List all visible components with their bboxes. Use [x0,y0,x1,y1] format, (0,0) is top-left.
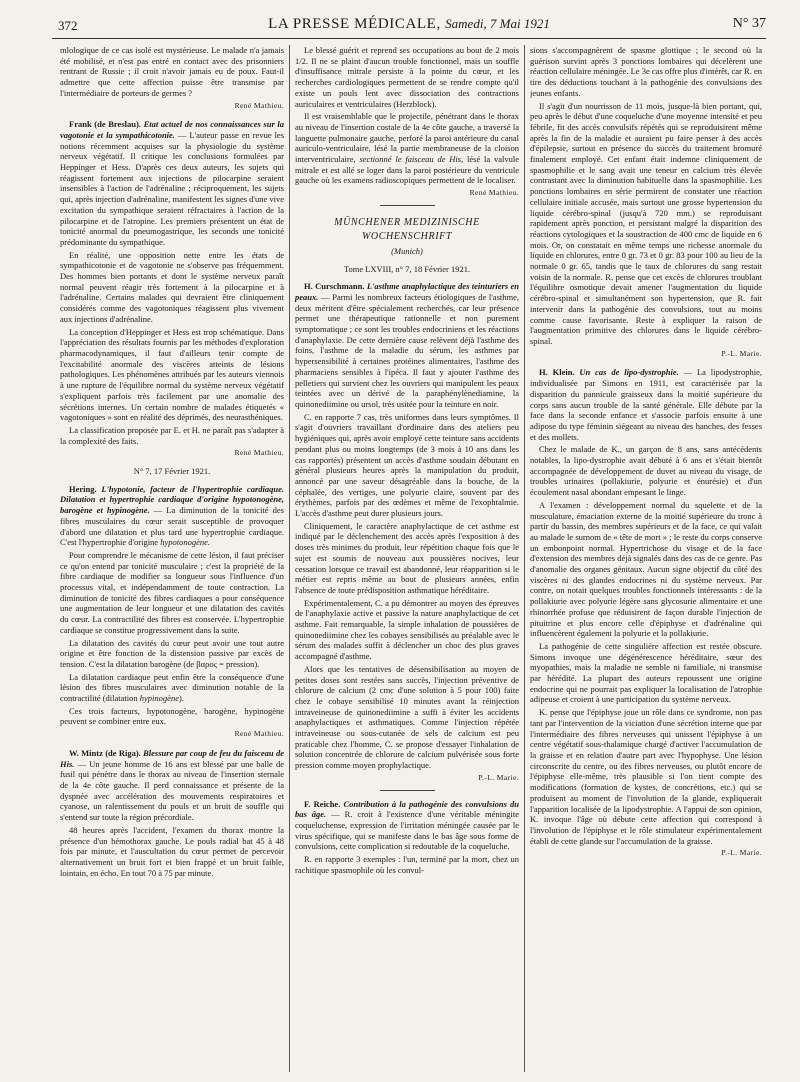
signature: P.-L. Marie. [721,848,762,858]
text: Il est vraisemblable que le projectile, pénétrant dans le thorax au niveau de l'insertion costale de la 4e côte gauche, a traversé la languette pulmonaire gauche, perforé la paroi antérieure du canal auriculo-ventriculaire, lésé la partie membraneuse de la cloison interventriculaire, [295,111,519,165]
article-mintz [60,748,284,823]
journal-section-title: MÜNCHENER MEDIZINISCHE WOCHENSCHRIFT [334,216,480,242]
paragraph: La dilatation des cavités du cœur peut avoir une tout autre origine et être fonction de la distension passive par excès de tension. C'est la dilatation barogène (de βαρος = pression). [60,637,284,669]
emphasis: hypinogène [139,693,179,704]
paragraph: La classification proposée par E. et H. ne paraît pas s'adapter à la complexité des faits. [60,424,284,446]
emphasis: sectionné le faisceau de His, [359,154,464,165]
column-rule-1 [289,45,290,1072]
paragraph: Il s'agit d'un nourrisson de 11 mois, jusque-là bien portant, qui, peu après le début d'une coqueluche d'une moyenne intensité et peu fébrile, fit des accès convulsifs répétés qui se reproduisirent même après la fin de la maladie et auraient pu faire penser à des accès d'épilepsie, surtout en présence du succès du traitement bromuré finalement employé. Cet enfant était indemne cliniquement de spasmophilie et le sang avait une teneur en calcium très élevée contrastant avec la diminution habituelle dans la spasmophilie. Les ponctions lombaires en série permirent de constater une réaction cellulaire initiale accusée, mais surtout une grosse hypertension du liquide cérébro-spinal (jusqu'à 720 mm.) se reproduisant rapidement après ponction, et persistant malgré la disparition des réactions cytologiques et la soustraction de 400 cmc de liquide en 6 mois. Or, on constatait en même temps une richesse anormale du liquide en chlorures, entre 0 gr. 73 et 0 gr. 83 pour 100 au lieu de la normale 0 gr. 65, tandis que le taux de chlorures du sang restait voisin de la normale. R. pense que cet excès de chlorures troublant l'équilibre osmotique devait amener l'augmentation du liquide cérébro-spinal et simultanément son hypertension, que R. fait intervenir dans la pathogénie des convulsions, tout au moins comme cause favorisante. Reste à expliquer la raison de l'augmentation primitive des chlorures dans le liquide cérébro-spinal. [530,100,762,346]
article-title: Un cas de lipo-dystrophie. [579,367,679,378]
paragraph: sions s'accompagnèrent de spasme glottique ; le second où la guérison survint après 3 ponctions lombaires qui décelèrent une réaction cellulaire méningée. Le 3e cas offre plus d'intérêt, car R. en tire des déductions touchant à la pathogénie des convulsions des jeunes enfants. [530,45,762,98]
paragraph: C. en rapporte 7 cas, très uniformes dans leurs symptômes. Il s'agit d'ouvriers travaillant d'ordinaire dans des ateliers peu hygiéniques qui, après avoir employé cette teinture sans accidents pendant plus ou moins longtemps (de 3 mois à 10 ans dans les cas rapportés) présentent un accès d'asthme soudain débutant en général plusieurs heures après la manipulation du produit, annoncé par une saveur désagréable dans la bouche, de la céphalée, des vertiges, une polyurie claire, souvent par des érythèmes, parfois par des œdèmes et même de l'exophtalmie. L'accès d'asthme peut durer plusieurs jours. [295,411,519,519]
text: lésé la valvule mitrale et est allé se loger dans la paroi postérieure du ventricule gauche où les examens radioscopiques permettent de le localiser. [295,154,519,186]
paragraph: Pour comprendre le mécanisme de cette lésion, il faut préciser ce qu'on entend par tonicité musculaire ; c'est la propriété de la fibre cardiaque de modifier sa longueur sous l'influence d'un processus vital, et indépendamment de toute contraction. La diminution de tonicité des fibres cardiaques a pour conséquence une augmentation de leur longueur et une dilatation des cavités du cœur. La contractilité des fibres est conservée. L'hypertrophie cardiaque se constitue progressivement dans la suite. [60,549,284,635]
column-1 [60,45,284,1076]
article-curschmann [295,281,519,409]
journal-masthead [52,16,766,33]
paragraph: Chez le malade de K., un garçon de 8 ans, sans antécédents notables, la lipo-dystrophie avait débuté à 6 ans et s'était bientôt accompagnée de développement de duvet au niveau du visage, de troubles urinaires (pollakiurie, polyurie et énurésie) et d'un écoulement nasal abondant empesant le linge. [530,444,762,498]
paragraph [295,111,519,186]
article-title: Contribution à la pathogénie des convulsions du bas âge. [295,798,519,820]
article-author: Hering. [69,483,97,494]
paragraph [60,672,284,704]
paragraph: K. pense que l'épiphyse joue un rôle dans ce syndrome, non pas tant par l'intervention de la viciation d'une sécrétion interne que par l'intermédiaire des fibres nerveuses qui unissent l'épiphyse à un centre végétatif sous-thalamique chargé d'activer l'accumulation de la graisse et en relation d'autre part avec l'hypophyse. Une lésion circonscrite du centre, ou des fibres nerveuses, ou plutôt encore de l'épiphyse elle-même, très plausible si l'on tient compte des modifications (formation de kystes, de concrétions, etc.) qui se produisent au moment de l'involution de la glande, expliquerait l'apparition localisée de la lipodystrophie. A l'appui de son opinion, K. invoque l'âge où débute cette affection qui correspond à l'involution de l'épiphyse et le rôle stimulateur expérimentalement établi de cette glande sur l'accumulation de la graisse. [530,707,762,846]
article-title: L'asthme anaphylactique des teinturiers en peaux. [295,281,519,302]
article-author: F. Reiche. [304,798,341,809]
signature: P.-L. Marie. [721,348,762,358]
text: La dilatation cardiaque peut enfin être la conséquence d'une lésion des fibres musculaires avec diminution notable de la contractilité (dilatation [60,671,284,704]
page-header [52,12,766,39]
paragraph: La pathogénie de cette singulière affection est restée obscure. Simons invoque une dégénérescence héréditaire, sœur des myopathies, mais la maladie ne semble ni familiale, ni transmise par hérédité. La plupart des auteurs repoussent une origine endocrine qui ne pourrait pas expliquer la localisation de l'atrophie adipeuse et croient à une participation du système nerveux. [530,640,762,705]
article-text: — R. croit à l'existence d'une véritable méningite coqueluchense, expression de l'irritation méningée causée par le virus spécifique, qui se manifeste dans le bas âge sous forme de convulsions, cette complication si redoutable de la coqueluche. [295,809,519,852]
paragraph: Expérimentalement, C. a pu démontrer au moyen des épreuves de l'anaphylaxie active et passive la nature anaphylactique de cet asthme. Fait remarquable, la simple inhalation de poussières de quinonediimine chez les cobayes sensibilisés au préalable avec le sérum des malades suffit à déclencher un choc des plus graves accompagné d'asthme. [295,597,519,662]
column-rule-2 [524,45,525,1072]
article-title: Blessure par coup de feu du faisceau de His. [60,747,284,769]
paragraph: A l'examen : développement normal du squelette et de la musculature, émaciation externe de la moitié supérieure du tronc à partir du bassin, des membres supérieurs et de la face, ce qui valait au malade le surnom de « tête de mort » ; le reste du corps conserve un embonpoint normal. Hypertrichose du visage et de la face d'extension des membres déjà signalés dans des cas de ce genre. Pas d'anomalie des organes génitaux. Aucun signe objectif du côté des viscères ni des glandes endocrines ni du système nerveux. Par contre, on notait quelques troubles fonctionnels intéressants : de la pollakiurie avec polyurie légère sans glycosurie alimentaire et une rhinorrhée profuse que réduisirent de façon durable l'injection de pituitrine et plus encore celle d'épiphyse et d'adrénaline qui influencèrent également la polyurie et la pollakiurie. [530,499,762,639]
journal-title: LA PRESSE MÉDICALE, [268,16,441,32]
signature: René Mathieu. [234,729,284,739]
issue-date: Samedi, 7 Mai 1921 [445,16,550,31]
article-title: L'hypotonie, facteur de l'hypertrophie cardiaque. Dilatation et hypertrophie cardiaque d'origine hypotonogène, barogène et hypinogène. [60,483,284,516]
paragraph: Alors que les tentatives de désensibilisation au moyen de petites doses sont restées sans succès, l'injection préventive de chlorure de calcium (2 cmc d'une solution à 5 pour 100) faite chez le cobaye sensibilisé 10 minutes avant la réinjection intraveineuse de quinonediimine a suffi à éviter les accidents anaphylactiques et asthmatiques. Comme l'injection répétée intraveineuse ou sous-cutanée de sels de calcium est peu praticable chez l'homme, C. se propose d'essayer l'inhalation de solution concentrée de chlorure de calcium pulvérisée sous forte pression comme moyen prophylactique. [295,663,519,771]
article-author: H. Curschmann. [304,281,365,292]
paragraph: mlologique de ce cas isolé est mystérieuse. Le malade n'a jamais été mobilisé, et n'est pas entré en contact avec des prisonniers rentrant de Russie ; il croit n'avoir jamais eu de poux. Faut-il admettre que cette affection puisse être transmise par l'intermédiaire de porteurs de germes ? [60,45,284,98]
paragraph: En réalité, une opposition nette entre les états de sympathicotonie et de vagotonie ne s'observe pas fréquemment. Des hommes bien portants et dont le système nerveux paraît normal peuvent réagir très fortement à la pilocarpine et à l'adrénaline. Certains malades qui devraient être cliniquement considérés comme des vagotoniques réagissent plus vivement aux injections d'adrénaline. [60,249,284,324]
separator-rule [380,205,435,206]
article-text: — La lipodystrophie, individualisée par Simons en 1911, est caractérisée par la disparition du pannicule graisseux dans la moitié supérieure du corps sans aucun trouble de la santé générale. Elle débute par la face dans la seconde enfance et s'associe parfois ensuite à une adipose du type féminin siégeant au niveau des hanches, des fesses et des mollets. [530,367,762,442]
article-reiche [295,799,519,853]
article-title: Etat actuel de nos connaissances sur la vagotonie et la sympathicotonie. [60,119,284,140]
column-2 [295,45,519,1076]
article-klein [530,367,762,442]
paragraph: Cliniquement, le caractère anaphylactique de cet asthme est indiqué par le déclenchement des accès après l'exposition à des doses très minimes du produit, leur répétition chaque fois que le sujet est soumis de nouveau aux poussières nocives, leur cessation lorsque ce travail est abandonné, leur réapparition si le métier est repris même au bout de plusieurs années, enfin l'absence de toute prédisposition asthmatique héréditaire. [295,520,519,595]
paragraph: 48 heures après l'accident, l'examen du thorax montre la présence d'un hémothorax gauche. Le pouls radial bat 45 à 48 fois par minute, et l'auscultation du cœur permet de percevoir alternativement un bruit fort et bien frappé et un bruit faible, lointain, en écho. En tout 70 à 75 par minute. [60,824,284,878]
issue-heading: Tome LXVIII, n° 7, 18 Février 1921. [343,263,471,274]
issue-number: N° 37 [732,16,766,31]
issue-heading: N° 7, 17 Février 1921. [133,466,211,477]
article-frank [60,119,284,247]
paragraph: Ces trois facteurs, hypotonogène, barogène, hypinogène peuvent se combiner entre eux. [60,705,284,727]
paragraph: Le blessé guérit et reprend ses occupations au bout de 2 mois 1/2. Il ne se plaint d'aucun trouble fonctionnel, mais un souffle d'insuffisance mitrale persiste à la pointe du cœur, et les recherches cardiologiques permettent de se rendre compte qu'il existe un pouls lent avec dissociation des contractions auriculaires et ventriculaires (Herzblock). [295,45,519,109]
article-hering [60,484,284,548]
signature: René Mathieu. [234,448,284,458]
separator-rule [380,790,435,791]
signature: René Mathieu. [234,100,284,110]
signature: René Mathieu. [469,188,519,198]
page-number: 372 [58,18,78,33]
article-text: — Un jeune homme de 16 ans est blessé par une balle de fusil qui pénètre dans le thorax au niveau de l'insertion sternale de la 4e côte gauche. Il perd connaissance et présente de la dyspnée avec accélération des mouvements respiratoires et cyanose, un ralentissement du pouls et un bruit de souffle qui s'entend sur toute la région précordiale. [60,758,284,823]
article-text: — L'auteur passe en revue les notions récemment acquises sur la physiologie du système nerveux végétatif. Il critique les conclusions formulées par Heppinger et Hess. D'après ces deux auteurs, les sujets qui réagissent fortement aux injections de pilocarpine seraient insensibles à l'action de l'adrénaline ; réciproquement, les sujets qui, après injection d'adrénaline, manifestent les signes d'une vive excitation du sympathique seraient réfractaires à l'action de la pilocarpine et de l'atropine. Les premiers présentent un état de tonicité anormal du pneumogastrique, les seconds une tonicité prédominante du sympathique. [60,129,284,247]
article-author: W. Mintz (de Riga). [69,747,141,758]
column-3 [530,45,762,1076]
article-text: — Parmi les nombreux facteurs étiologiques de l'asthme, deux méritent d'être spécialement recherchés, car leur présence permet une thérapeutique rationnelle et non purement symptomatique ; ce sont les troubles endocriniens et les réactions d'anaphylaxie. De cette dernière cause relèvent déjà l'asthme des foins, l'asthme de la maladie du sérum, les asthmes par hypersensibilité à certaines protéines alimentaires, l'asthme des pharmaciens sensibles à l'ipéca. Il faut y ajouter l'asthme des pelletiers qui survient chez les ouvriers qui manipulent les peaux teintées avec un dérivé de la paraphénylènediamine, la quinonediimine ou ursol, très usitée pour la teinture en noir. [295,291,519,409]
article-author: Frank (de Breslau). [69,119,141,130]
article-text: — La diminution de la tonicité des fibres musculaires du cœur serait susceptible de provoquer d'abord une dilatation et plus tard une hypertrophie cardiaque. C'est l'hypertrophie d'origine [60,505,284,548]
paragraph: La conception d'Heppinger et Hess est trop schématique. Dans l'appréciation des résultats fournis par les méthodes d'exploration pharmacodynamiques, il faut d'ailleurs tenir compte de l'excitabilité anormale des viscères atteints de lésions pathologiques. Les phénomènes attribués par les auteurs viennois à une rupture de l'équilibre normal du système nerveux végétatif s'expliquent parfois très facilement par une anomalie des sécrétions internes. Un certain nombre de malades étiquetés « vagotoniques » sont en réalité des déprimés, des neurasthéniques. [60,326,284,423]
emphasis: hypotonogène. [160,537,211,548]
article-author: H. Klein. [539,367,575,378]
journal-city: (Munich) [391,245,423,256]
signature: P.-L. Marie. [478,772,519,782]
paragraph: R. en rapporte 3 exemples : l'un, terminé par la mort, chez un rachitique spasmophile où les convul- [295,854,519,875]
text: ). [178,693,184,704]
